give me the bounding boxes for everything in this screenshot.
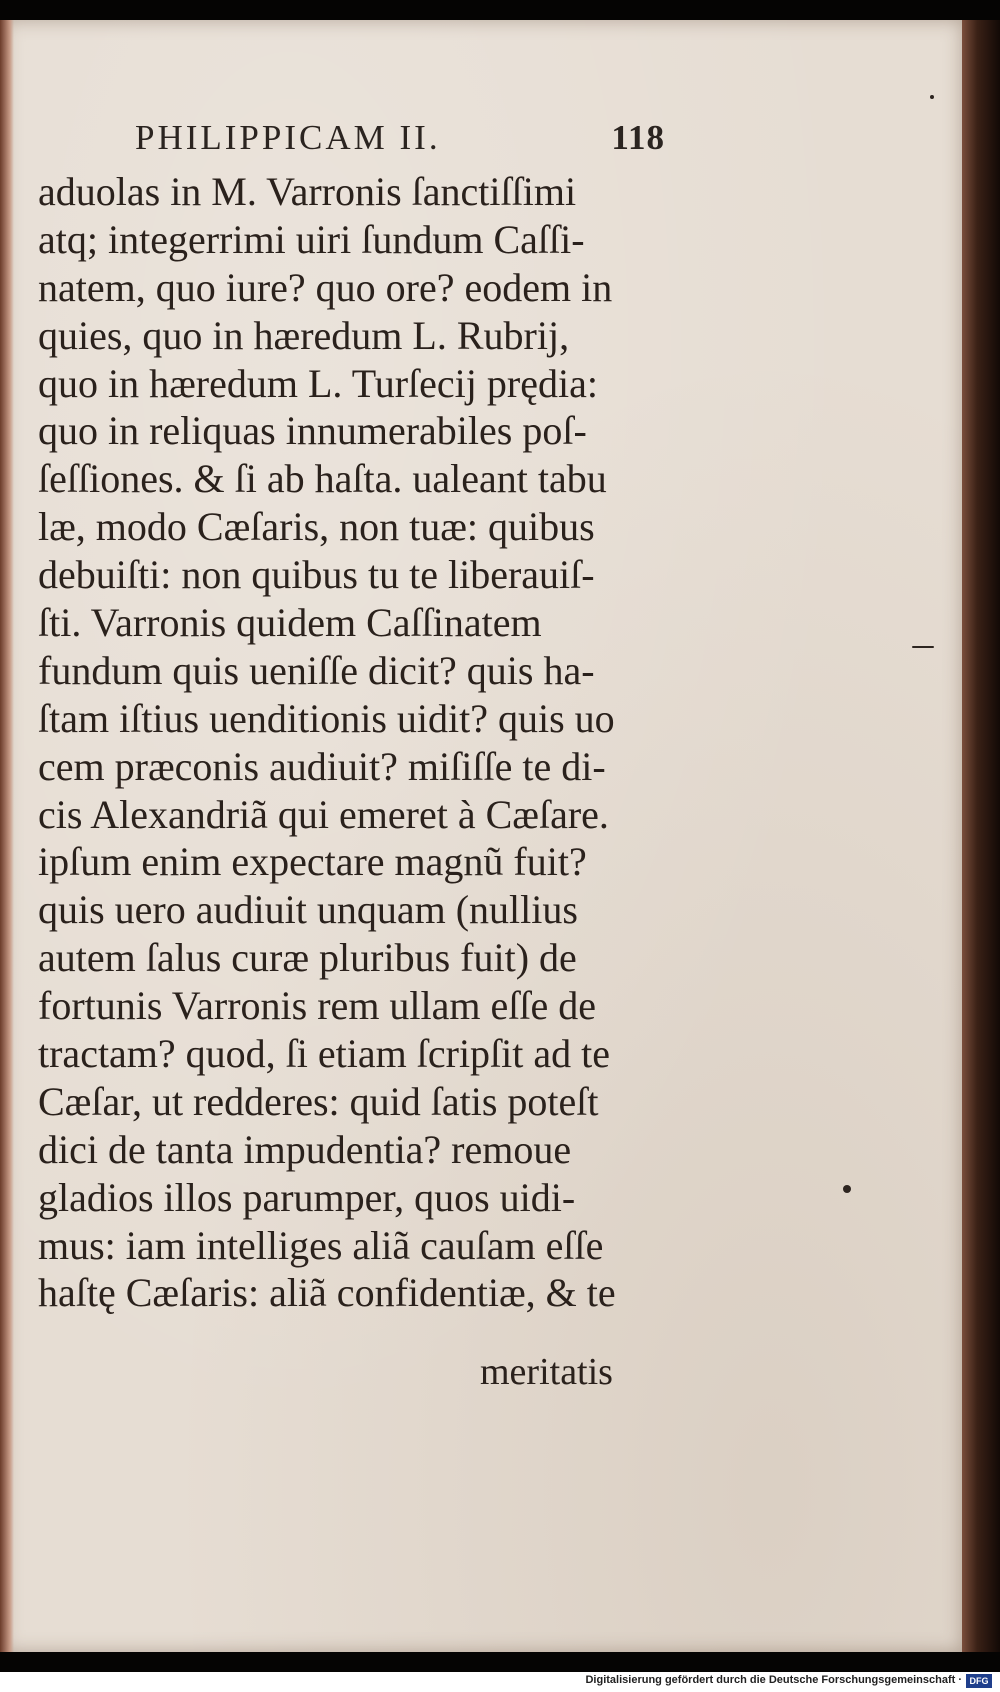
text-line: quies, quo in hæredum L. Rubrij, bbox=[38, 312, 570, 358]
text-line: haſtę Cæſaris: aliã confidentiæ, & te bbox=[38, 1270, 616, 1316]
running-head bbox=[135, 118, 665, 158]
text-line: natem, quo iure? quo ore? eodem in bbox=[38, 264, 613, 310]
page-left-edge bbox=[0, 20, 14, 1652]
text-line: cem præconis audiuit? miſiſſe te di- bbox=[38, 743, 606, 789]
text-line: tractam? quod, ſi etiam ſcripſit ad te bbox=[38, 1031, 611, 1077]
text-line: mus: iam intelliges aliã cauſam eſſe bbox=[38, 1222, 604, 1268]
text-line: quis uero audiuit unquam (nullius bbox=[38, 887, 578, 933]
text-line: aduolas in M. Varronis ſanctiſſimi bbox=[38, 169, 577, 214]
folio-number: 118 bbox=[611, 118, 665, 157]
body-text bbox=[38, 168, 698, 1317]
text-line: gladios illos parumper, quos uidi- bbox=[38, 1174, 576, 1220]
text-line: fortunis Varronis rem ullam eſſe de bbox=[38, 983, 597, 1029]
text-line: læ, modo Cæſaris, non tuæ: quibus bbox=[38, 504, 595, 550]
ink-speck bbox=[930, 95, 934, 99]
dfg-logo: DFG bbox=[966, 1674, 992, 1688]
book-binding bbox=[962, 20, 1000, 1652]
text-line: ſtam iſtius uenditionis uidit? quis uo bbox=[38, 695, 615, 741]
text-line: ſti. Varronis quidem Caſſinatem bbox=[38, 600, 542, 646]
text-line: fundum quis ueniſſe dicit? quis ha- bbox=[38, 647, 595, 693]
text-line: quo in hæredum L. Turſecij prędia: bbox=[38, 360, 598, 406]
text-line: Cæſar, ut redderes: quid ſatis poteſt bbox=[38, 1078, 599, 1124]
text-line: cis Alexandriã qui emeret à Cæſare. bbox=[38, 791, 609, 837]
catchword: meritatis bbox=[480, 1351, 613, 1393]
text-line: debuiſti: non quibus tu te liberauiſ- bbox=[38, 552, 595, 598]
ink-speck bbox=[843, 1185, 851, 1193]
ink-speck bbox=[912, 646, 934, 648]
text-line: atq; integerrimi uiri ſundum Caſſi- bbox=[38, 216, 585, 262]
text-line: dici de tanta impudentia? remoue bbox=[38, 1126, 572, 1172]
text-line: quo in reliquas innumerabiles poſ- bbox=[38, 408, 587, 454]
text-line: ſeſſiones. & ſi ab haſta. ualeant tabu bbox=[38, 456, 607, 502]
text-line: autem ſalus curæ pluribus fuit) de bbox=[38, 935, 577, 981]
running-head-title: PHILIPPICAM II. bbox=[135, 118, 441, 157]
digitization-credit: Digitalisierung gefördert durch die Deutsche Forschungsgemeinschaft · bbox=[585, 1674, 962, 1686]
text-line: ipſum enim expectare magnũ fuit? bbox=[38, 839, 587, 885]
